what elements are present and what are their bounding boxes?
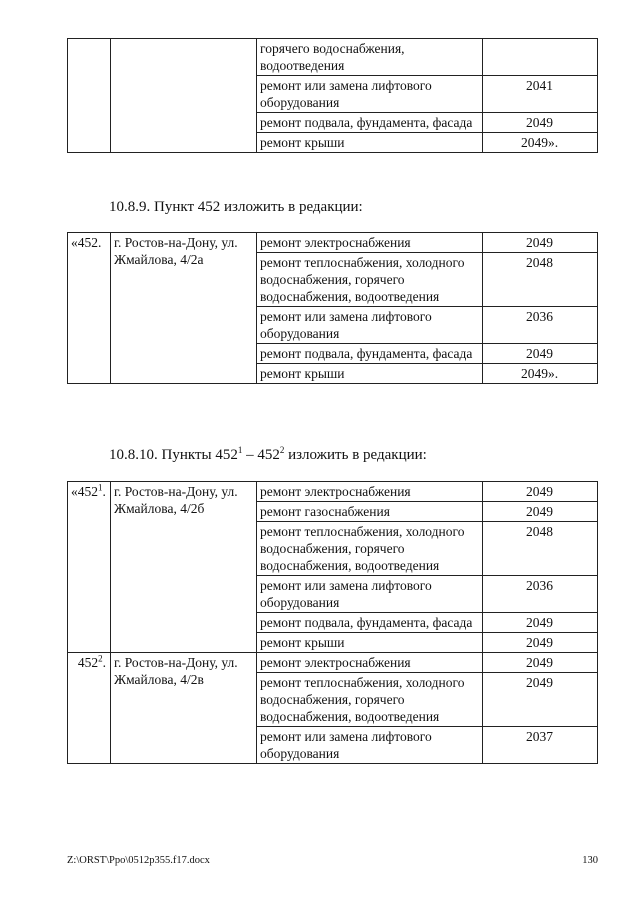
work-cell: ремонт крыши [257, 633, 483, 653]
work-cell: ремонт подвала, фундамента, фасада [257, 613, 483, 633]
work-cell: ремонт крыши [257, 364, 483, 384]
instruction-line-1: 10.8.9. Пункт 452 изложить в редакции: [109, 199, 363, 215]
work-cell: горячего водоснабжения, водоотведения [257, 39, 483, 76]
work-cell: ремонт электроснабжения [257, 482, 483, 502]
table-row [68, 233, 598, 253]
table-item-452 [67, 232, 598, 384]
num-cell [68, 653, 111, 764]
work-cell: ремонт электроснабжения [257, 233, 483, 253]
footer-file-path: Z:\ORST\Ppo\0512p355.f17.docx [67, 855, 210, 866]
table-row [68, 653, 598, 673]
year-cell: 2036 [483, 576, 598, 613]
work-cell: ремонт подвала, фундамента, фасада [257, 113, 483, 133]
line2-prefix: 10.8.10. Пункты 452 [109, 447, 238, 463]
num-end: . [102, 655, 106, 670]
num-cell [68, 39, 111, 153]
year-cell: 2049 [483, 613, 598, 633]
work-cell: ремонт газоснабжения [257, 502, 483, 522]
address-cell: г. Ростов-на-Дону, ул. Жмайлова, 4/2б [111, 482, 257, 653]
num-cell [68, 482, 111, 653]
work-cell: ремонт или замена лифтового оборудования [257, 727, 483, 764]
num-sup: 2 [98, 653, 103, 664]
year-cell: 2048 [483, 253, 598, 307]
table-row [68, 482, 598, 502]
line2-sup2: 2 [279, 445, 285, 455]
num-end: . [102, 484, 106, 499]
work-cell: ремонт теплоснабжения, холодного водоснабжения, горячего водоснабжения, водоотведения [257, 673, 483, 727]
work-cell: ремонт подвала, фундамента, фасада [257, 344, 483, 364]
address-cell: г. Ростов-на-Дону, ул. Жмайлова, 4/2а [111, 233, 257, 384]
work-cell: ремонт электроснабжения [257, 653, 483, 673]
year-cell: 2049 [483, 113, 598, 133]
year-cell: 2049 [483, 344, 598, 364]
work-cell: ремонт или замена лифтового оборудования [257, 576, 483, 613]
year-cell: 2049 [483, 233, 598, 253]
year-cell [483, 39, 598, 76]
year-cell: 2037 [483, 727, 598, 764]
line2-dash: – 452 [242, 447, 280, 463]
year-cell: 2049 [483, 633, 598, 653]
year-cell: 2049». [483, 133, 598, 153]
line2-suffix: изложить в редакции: [284, 447, 427, 463]
year-cell: 2049 [483, 482, 598, 502]
year-cell: 2048 [483, 522, 598, 576]
work-cell: ремонт или замена лифтового оборудования [257, 307, 483, 344]
year-cell: 2036 [483, 307, 598, 344]
instruction-line-2 [109, 447, 427, 464]
year-cell: 2041 [483, 76, 598, 113]
work-cell: ремонт крыши [257, 133, 483, 153]
num-cell: «452. [68, 233, 111, 384]
work-cell: ремонт теплоснабжения, холодного водоснабжения, горячего водоснабжения, водоотведения [257, 253, 483, 307]
address-cell: г. Ростов-на-Дону, ул. Жмайлова, 4/2в [111, 653, 257, 764]
year-cell: 2049 [483, 673, 598, 727]
address-cell [111, 39, 257, 153]
year-cell: 2049». [483, 364, 598, 384]
year-cell: 2049 [483, 653, 598, 673]
table-items-452-1-2 [67, 481, 598, 764]
table-row [68, 39, 598, 76]
work-cell: ремонт или замена лифтового оборудования [257, 76, 483, 113]
num-text: 452 [77, 655, 99, 670]
line2-sup1: 1 [237, 445, 243, 455]
table-continuation [67, 38, 598, 153]
num-text: «452 [71, 484, 98, 499]
footer-page-number: 130 [582, 855, 598, 866]
num-sup: 1 [98, 482, 103, 493]
work-cell: ремонт теплоснабжения, холодного водоснабжения, горячего водоснабжения, водоотведения [257, 522, 483, 576]
year-cell: 2049 [483, 502, 598, 522]
